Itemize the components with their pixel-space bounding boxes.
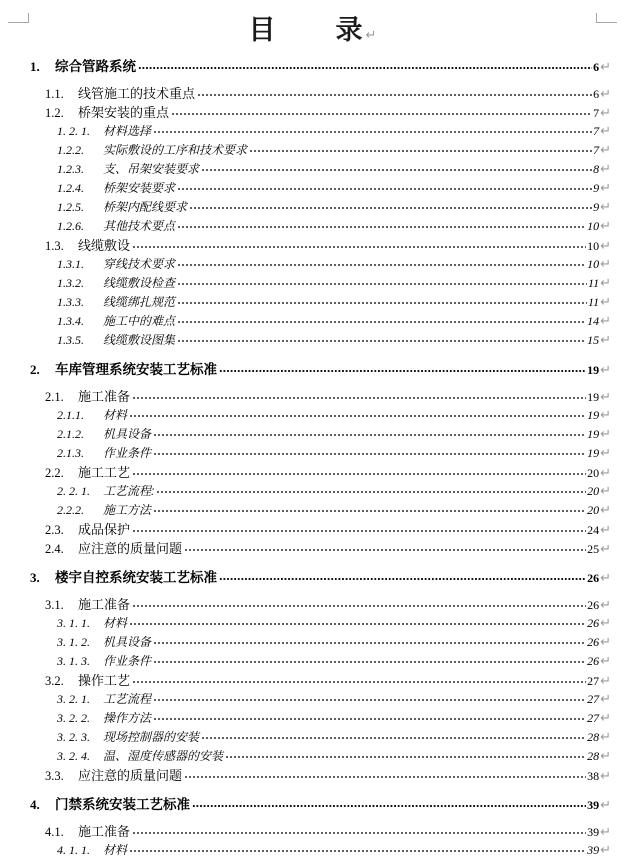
paragraph-return-mark: ↵: [600, 143, 611, 158]
toc-entry-number: 1.2.6.: [57, 219, 84, 233]
toc-entry-page: 10: [587, 257, 600, 271]
toc-leader-dots: [132, 389, 586, 401]
toc-entry-page: 14: [587, 314, 600, 328]
toc-entry-number: 1.3.3.: [57, 295, 84, 309]
toc-entry-page: 26: [587, 635, 600, 649]
toc-entry-page: 10: [587, 219, 600, 233]
toc-entry-label: 施工中的难点: [103, 314, 176, 328]
toc-entry-number: 1.1.: [45, 87, 64, 101]
toc-entry-label: 工艺流程: [103, 692, 152, 706]
paragraph-return-mark: ↵: [365, 28, 377, 43]
paragraph-return-mark: ↵: [600, 598, 611, 613]
toc-entry[interactable]: [0, 141, 625, 160]
toc-entry-page: 27: [587, 692, 600, 706]
toc-entry-label: 桥架安装要求: [103, 181, 176, 195]
toc-leader-dots: [153, 634, 586, 646]
toc-entry-number: 2.2.2.: [57, 503, 84, 517]
toc-entry-page: 26: [587, 598, 600, 612]
toc-entry-page: 26: [587, 571, 600, 585]
toc-entry-page: 19: [587, 446, 600, 460]
toc-entry[interactable]: [0, 236, 625, 255]
toc-entry[interactable]: [0, 747, 625, 766]
toc-leader-dots: [156, 483, 586, 495]
toc-entry-number: 1.2.2.: [57, 143, 84, 157]
toc-entry[interactable]: [0, 709, 625, 728]
toc-entry-page: 38: [587, 769, 600, 783]
toc-entry-number: 2.2.: [45, 466, 64, 480]
paragraph-return-mark: ↵: [600, 769, 611, 784]
toc-entry[interactable]: [0, 595, 625, 614]
toc-entry-label: 操作工艺: [78, 673, 131, 688]
paragraph-return-mark: ↵: [600, 466, 611, 481]
toc-entry[interactable]: [0, 539, 625, 558]
toc-entry-page: 39: [587, 825, 600, 839]
toc-entry[interactable]: [0, 652, 625, 671]
paragraph-return-mark: ↵: [600, 257, 611, 272]
toc-entry-label: 其他技术要点: [103, 219, 176, 233]
toc-leader-dots: [129, 407, 586, 419]
toc-leader-dots: [219, 570, 586, 582]
toc-entry[interactable]: [0, 766, 625, 785]
toc-leader-dots: [192, 797, 586, 809]
toc-leader-dots: [225, 748, 586, 760]
paragraph-return-mark: ↵: [600, 314, 611, 329]
toc-leader-dots: [184, 768, 586, 780]
toc-leader-dots: [201, 161, 592, 173]
toc-entry-label: 成品保护: [78, 522, 131, 537]
toc-entry-number: 2.1.1.: [57, 408, 84, 422]
paragraph-return-mark: ↵: [600, 239, 611, 254]
toc-entry[interactable]: [0, 671, 625, 690]
paragraph-return-mark: ↵: [600, 87, 611, 102]
toc-entry[interactable]: [0, 160, 625, 179]
toc-entry-page: 9: [593, 181, 600, 195]
toc-leader-dots: [132, 824, 586, 836]
toc-entry[interactable]: [0, 331, 625, 350]
toc-leader-dots: [177, 180, 592, 192]
paragraph-return-mark: ↵: [600, 124, 611, 139]
toc-entry-page: 11: [587, 276, 600, 290]
paragraph-return-mark: ↵: [600, 749, 611, 764]
toc-entry-label: 作业条件: [103, 654, 152, 668]
toc-entry-page: 26: [587, 616, 600, 630]
paragraph-return-mark: ↵: [600, 427, 611, 442]
margin-crop-mark-right: [596, 13, 617, 23]
paragraph-return-mark: ↵: [600, 711, 611, 726]
paragraph-return-mark: ↵: [600, 333, 611, 348]
toc-entry-page: 27: [587, 711, 600, 725]
toc-entry-number: 3. 1. 2.: [57, 635, 90, 649]
toc-entry-number: 2.1.3.: [57, 446, 84, 460]
toc-leader-dots: [249, 142, 592, 154]
paragraph-return-mark: ↵: [600, 730, 611, 745]
toc-entry-number: 2.: [30, 362, 40, 377]
toc-entry-number: 3. 2. 3.: [57, 730, 90, 744]
toc-leader-dots: [177, 332, 586, 344]
paragraph-return-mark: ↵: [600, 295, 611, 310]
toc-entry-number: 1.3.5.: [57, 333, 84, 347]
toc-entry-label: 施工准备: [78, 824, 131, 839]
toc-entry-label: 施工方法: [103, 503, 152, 517]
toc-leader-dots: [153, 426, 586, 438]
toc-entry[interactable]: [0, 795, 625, 815]
toc-entry-label: 施工工艺: [78, 465, 131, 480]
toc-leader-dots: [171, 105, 592, 117]
toc-entry-label: 施工准备: [78, 389, 131, 404]
toc-entry-label: 应注意的质量问题: [78, 768, 183, 783]
toc-entry[interactable]: [0, 360, 625, 380]
toc-entry-label: 作业条件: [103, 446, 152, 460]
toc-entry[interactable]: [0, 255, 625, 274]
toc-entry-number: 1. 2. 1.: [57, 124, 90, 138]
toc-entry[interactable]: [0, 387, 625, 406]
toc-entry[interactable]: [0, 444, 625, 463]
paragraph-return-mark: ↵: [600, 162, 611, 177]
toc-leader-dots: [177, 313, 586, 325]
toc-entry[interactable]: [0, 274, 625, 293]
toc-list: [0, 57, 625, 860]
paragraph-return-mark: ↵: [600, 635, 611, 650]
toc-entry-number: 3. 1. 1.: [57, 616, 90, 630]
toc-entry-page: 6: [593, 60, 600, 74]
paragraph-return-mark: ↵: [600, 692, 611, 707]
toc-entry-label: 综合管路系统: [55, 59, 136, 74]
toc-leader-dots: [132, 465, 586, 477]
toc-entry-label: 线缆绑扎规范: [103, 295, 176, 309]
paragraph-return-mark: ↵: [600, 219, 611, 234]
toc-entry-label: 机具设备: [103, 635, 152, 649]
toc-entry-number: 4.1.: [45, 825, 64, 839]
toc-entry-label: 材料: [103, 616, 128, 630]
toc-leader-dots: [201, 729, 586, 741]
toc-entry-label: 桥架内配线要求: [103, 200, 188, 214]
toc-entry-label: 门禁系统安装工艺标准: [55, 797, 190, 812]
paragraph-return-mark: ↵: [600, 60, 611, 75]
toc-entry[interactable]: [0, 406, 625, 425]
paragraph-return-mark: ↵: [600, 363, 611, 378]
toc-entry[interactable]: [0, 179, 625, 198]
toc-leader-dots: [177, 218, 586, 230]
toc-entry-number: 3. 2. 4.: [57, 749, 90, 763]
document-page: [0, 13, 625, 858]
toc-leader-dots: [219, 362, 586, 374]
toc-entry[interactable]: [0, 690, 625, 709]
toc-entry[interactable]: [0, 103, 625, 122]
toc-entry-page: 8: [593, 162, 600, 176]
toc-entry-number: 1.2.4.: [57, 181, 84, 195]
toc-entry[interactable]: [0, 57, 625, 77]
toc-leader-dots: [153, 710, 586, 722]
toc-entry-label: 工艺流程:: [103, 484, 155, 498]
toc-entry-page: 9: [593, 200, 600, 214]
paragraph-return-mark: ↵: [600, 106, 611, 121]
toc-entry-page: 11: [587, 295, 600, 309]
toc-entry-number: 1.2.: [45, 106, 64, 120]
toc-entry[interactable]: [0, 633, 625, 652]
toc-entry[interactable]: [0, 312, 625, 331]
toc-entry-page: 7: [593, 106, 600, 120]
page-title: 目 录: [248, 15, 365, 45]
toc-entry[interactable]: [0, 217, 625, 236]
toc-entry-label: 应注意的质量问题: [78, 541, 183, 556]
toc-entry[interactable]: [0, 198, 625, 217]
toc-entry[interactable]: [0, 728, 625, 747]
toc-entry-page: 7: [593, 143, 600, 157]
toc-leader-dots: [153, 653, 586, 665]
paragraph-return-mark: ↵: [600, 542, 611, 557]
toc-leader-dots: [184, 541, 586, 553]
toc-leader-dots: [132, 238, 586, 250]
toc-leader-dots: [177, 294, 587, 306]
toc-entry-label: 操作方法: [103, 711, 152, 725]
toc-leader-dots: [132, 522, 586, 534]
toc-entry-label: 线缆敷设检查: [103, 276, 176, 290]
toc-leader-dots: [153, 502, 586, 514]
toc-entry-page: 26: [587, 654, 600, 668]
toc-entry-page: 28: [587, 730, 600, 744]
paragraph-return-mark: ↵: [600, 200, 611, 215]
toc-entry-number: 3. 2. 1.: [57, 692, 90, 706]
paragraph-return-mark: ↵: [600, 390, 611, 405]
toc-leader-dots: [153, 123, 592, 135]
toc-entry-label: 穿线技术要求: [103, 257, 176, 271]
toc-leader-dots: [177, 256, 586, 268]
toc-entry-number: 1.2.3.: [57, 162, 84, 176]
toc-entry-number: 1.2.5.: [57, 200, 84, 214]
toc-entry-number: 3.3.: [45, 769, 64, 783]
paragraph-return-mark: ↵: [600, 408, 611, 423]
toc-entry-label: 材料: [103, 843, 128, 857]
paragraph-return-mark: ↵: [600, 798, 611, 813]
toc-leader-dots: [129, 615, 586, 627]
toc-entry-page: 10: [587, 239, 600, 253]
toc-entry-page: 7: [593, 124, 600, 138]
toc-entry-page: 27: [587, 674, 600, 688]
toc-entry-number: 2. 2. 1.: [57, 484, 90, 498]
toc-entry-label: 材料选择: [103, 124, 152, 138]
paragraph-return-mark: ↵: [600, 484, 611, 499]
toc-entry-label: 施工准备: [78, 597, 131, 612]
paragraph-return-mark: ↵: [600, 674, 611, 689]
toc-entry[interactable]: [0, 293, 625, 312]
toc-entry-page: 20: [587, 484, 600, 498]
toc-entry-number: 3. 2. 2.: [57, 711, 90, 725]
toc-leader-dots: [153, 691, 586, 703]
toc-entry-number: 1.: [30, 59, 40, 74]
paragraph-return-mark: ↵: [600, 616, 611, 631]
toc-entry-page: 28: [587, 749, 600, 763]
toc-entry-label: 现场控制器的安装: [103, 730, 200, 744]
toc-entry-number: 3. 1. 3.: [57, 654, 90, 668]
toc-entry-number: 3.2.: [45, 674, 64, 688]
margin-crop-mark-left: [8, 13, 29, 23]
toc-entry[interactable]: [0, 463, 625, 482]
toc-entry[interactable]: [0, 822, 625, 841]
paragraph-return-mark: ↵: [600, 181, 611, 196]
paragraph-return-mark: ↵: [600, 654, 611, 669]
toc-entry-number: 2.1.: [45, 390, 64, 404]
toc-entry-label: 车库管理系统安装工艺标准: [55, 362, 217, 377]
toc-entry-page: 24: [587, 523, 600, 537]
toc-leader-dots: [129, 842, 586, 854]
toc-leader-dots: [132, 597, 586, 609]
toc-entry[interactable]: [0, 501, 625, 520]
toc-leader-dots: [189, 199, 592, 211]
toc-leader-dots: [138, 59, 592, 71]
toc-entry-number: 4.: [30, 797, 40, 812]
toc-entry-label: 实际敷设的工序和技术要求: [103, 143, 248, 157]
toc-entry[interactable]: [0, 568, 625, 588]
paragraph-return-mark: ↵: [600, 276, 611, 291]
toc-entry-number: 1.3.: [45, 239, 64, 253]
toc-entry-page: 25: [587, 542, 600, 556]
toc-entry-number: 3.: [30, 570, 40, 585]
toc-entry-page: 19: [587, 408, 600, 422]
title-row: [0, 13, 625, 47]
toc-entry-label: 机具设备: [103, 427, 152, 441]
toc-entry[interactable]: [0, 84, 625, 103]
toc-entry-number: 2.1.2.: [57, 427, 84, 441]
toc-entry-number: 2.4.: [45, 542, 64, 556]
toc-entry[interactable]: [0, 614, 625, 633]
paragraph-return-mark: ↵: [600, 523, 611, 538]
toc-entry[interactable]: [0, 841, 625, 860]
toc-entry-page: 20: [587, 503, 600, 517]
paragraph-return-mark: ↵: [600, 446, 611, 461]
toc-entry-label: 温、湿度传感器的安装: [103, 749, 224, 763]
toc-entry-label: 线缆敷设图集: [103, 333, 176, 347]
toc-entry-page: 6: [593, 87, 600, 101]
toc-entry-label: 桥架安装的重点: [78, 105, 170, 120]
toc-leader-dots: [197, 86, 592, 98]
paragraph-return-mark: ↵: [600, 503, 611, 518]
toc-entry-page: 20: [587, 466, 600, 480]
toc-entry[interactable]: [0, 520, 625, 539]
toc-leader-dots: [177, 275, 587, 287]
toc-entry-label: 线缆敷设: [78, 238, 131, 253]
toc-entry-label: 线管施工的技术重点: [78, 86, 196, 101]
toc-entry-label: 材料: [103, 408, 128, 422]
toc-entry-number: 4. 1. 1.: [57, 843, 90, 857]
toc-entry-page: 19: [587, 363, 600, 377]
toc-entry-label: 楼宇自控系统安装工艺标准: [55, 570, 217, 585]
toc-entry-page: 15: [587, 333, 600, 347]
toc-entry-page: 39: [587, 843, 600, 857]
toc-entry-page: 19: [587, 427, 600, 441]
toc-leader-dots: [153, 445, 586, 457]
toc-entry-number: 1.3.1.: [57, 257, 84, 271]
toc-entry[interactable]: [0, 482, 625, 501]
toc-entry-label: 支、吊架安装要求: [103, 162, 200, 176]
paragraph-return-mark: ↵: [600, 571, 611, 586]
toc-entry[interactable]: [0, 425, 625, 444]
toc-entry-number: 1.3.2.: [57, 276, 84, 290]
toc-entry[interactable]: [0, 122, 625, 141]
toc-leader-dots: [132, 673, 586, 685]
paragraph-return-mark: ↵: [600, 825, 611, 840]
toc-entry-number: 2.3.: [45, 523, 64, 537]
toc-entry-page: 39: [587, 798, 600, 812]
toc-entry-page: 19: [587, 390, 600, 404]
paragraph-return-mark: ↵: [600, 843, 611, 858]
toc-entry-number: 3.1.: [45, 598, 64, 612]
toc-entry-number: 1.3.4.: [57, 314, 84, 328]
